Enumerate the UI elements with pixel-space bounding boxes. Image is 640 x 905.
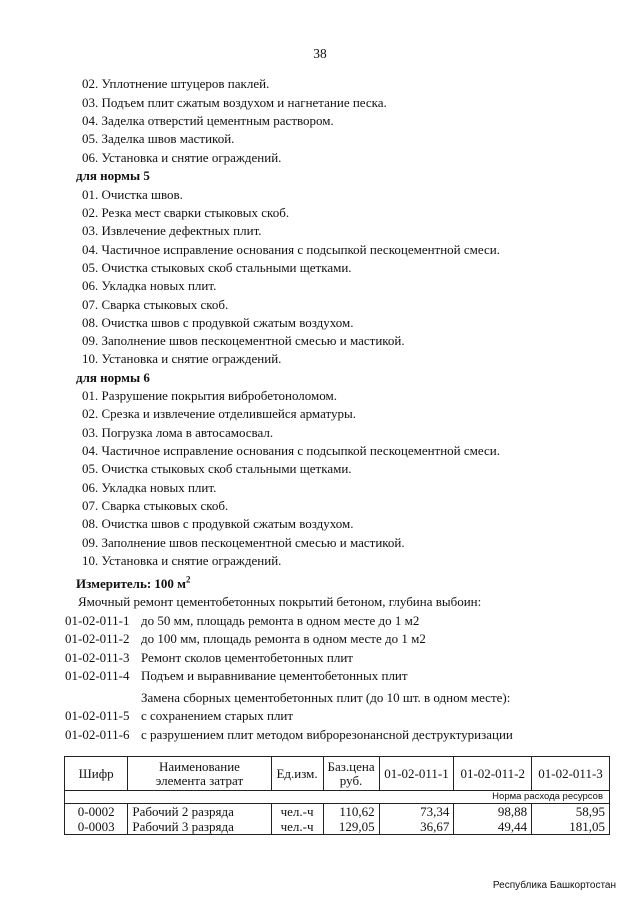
list-item: 04. Частичное исправление основания с подсыпкой пескоцементной смеси.	[82, 242, 500, 257]
norm-code: 01-02-011-5	[65, 708, 130, 723]
list-item: 08. Очистка швов с продувкой сжатым воздухом.	[82, 315, 354, 330]
cell-norm-1: 73,34	[379, 804, 454, 820]
measure-unit	[76, 576, 191, 592]
table-header-row	[65, 757, 610, 791]
list-item: 03. Погрузка лома в автосамосвал.	[82, 425, 274, 440]
norm-code: 01-02-011-6	[65, 727, 130, 742]
list-item: 10. Установка и снятие ограждений.	[82, 351, 282, 366]
list-item: 08. Очистка швов с продувкой сжатым воздухом.	[82, 516, 354, 531]
section-heading-norm6: для нормы 6	[76, 370, 150, 385]
cell-norm-1: 36,67	[379, 819, 454, 835]
norm-code: 01-02-011-4	[65, 668, 130, 683]
header-code: Шифр	[65, 757, 128, 791]
norm-code: 01-02-011-3	[65, 650, 130, 665]
norm-description: Ремонт сколов цементобетонных плит	[141, 650, 353, 665]
norm-description: до 100 мм, площадь ремонта в одном месте до 1 м2	[141, 631, 426, 646]
list-item: 03. Подъем плит сжатым воздухом и нагнетание песка.	[82, 95, 387, 110]
list-item: 01. Очистка швов.	[82, 187, 183, 202]
header-norm-1: 01-02-011-1	[379, 757, 454, 791]
header-name: Наименование элемента затрат	[128, 757, 271, 791]
norm-code: 01-02-011-2	[65, 631, 130, 646]
cell-name: Рабочий 3 разряда	[128, 819, 271, 835]
header-price: Баз.цена руб.	[323, 757, 379, 791]
header-norm-2: 01-02-011-2	[454, 757, 532, 791]
list-item: 04. Заделка отверстий цементным раствором.	[82, 113, 334, 128]
table-row	[65, 819, 610, 835]
header-unit: Ед.изм.	[271, 757, 323, 791]
list-item: 07. Сварка стыковых скоб.	[82, 297, 229, 312]
list-item: 02. Срезка и извлечение отделившейся арматуры.	[82, 406, 356, 421]
table-subheader: Норма расхода ресурсов	[65, 791, 610, 804]
list-item: 03. Извлечение дефектных плит.	[82, 223, 262, 238]
footer-region: Республика Башкортостан	[492, 880, 616, 891]
list-item: 09. Заполнение швов пескоцементной смесью и мастикой.	[82, 535, 405, 550]
norm-description: до 50 мм, площадь ремонта в одном месте до 1 м2	[141, 613, 420, 628]
list-item: 02. Резка мест сварки стыковых скоб.	[82, 205, 290, 220]
list-item: 01. Разрушение покрытия вибробетоноломом.	[82, 388, 337, 403]
list-item: 02. Уплотнение штуцеров паклей.	[82, 76, 270, 91]
cell-name: Рабочий 2 разряда	[128, 804, 271, 820]
cell-norm-3: 181,05	[532, 819, 610, 835]
measure-label: Измеритель: 100 м	[76, 576, 187, 591]
table-subheader-row	[65, 791, 610, 804]
resources-table	[64, 756, 610, 835]
cell-code: 0-0002	[65, 804, 128, 820]
header-norm-3: 01-02-011-3	[532, 757, 610, 791]
work-title: Ямочный ремонт цементобетонных покрытий бетоном, глубина выбоин:	[78, 594, 482, 609]
section-heading-norm5: для нормы 5	[76, 168, 150, 183]
list-item: 06. Установка и снятие ограждений.	[82, 150, 282, 165]
norm-description: с сохранением старых плит	[141, 708, 294, 723]
list-item: 05. Заделка швов мастикой.	[82, 131, 235, 146]
list-item: 06. Укладка новых плит.	[82, 480, 217, 495]
list-item: 04. Частичное исправление основания с подсыпкой пескоцементной смеси.	[82, 443, 500, 458]
page-number: 38	[313, 46, 327, 61]
table-row	[65, 804, 610, 820]
list-item: 09. Заполнение швов пескоцементной смесью и мастикой.	[82, 333, 405, 348]
cell-norm-2: 49,44	[454, 819, 532, 835]
cell-price: 129,05	[323, 819, 379, 835]
list-item: 07. Сварка стыковых скоб.	[82, 498, 229, 513]
group-note: Замена сборных цементобетонных плит (до 10 шт. в одном месте):	[141, 690, 511, 705]
cell-unit: чел.-ч	[271, 819, 323, 835]
measure-superscript: 2	[186, 574, 191, 585]
list-item: 06. Укладка новых плит.	[82, 278, 217, 293]
norm-code: 01-02-011-1	[65, 613, 130, 628]
cell-norm-2: 98,88	[454, 804, 532, 820]
norm-description: Подъем и выравнивание цементобетонных плит	[141, 668, 408, 683]
norm-description: с разрушением плит методом виброрезонансной деструктуризации	[141, 727, 513, 742]
cell-price: 110,62	[323, 804, 379, 820]
list-item: 05. Очистка стыковых скоб стальными щетками.	[82, 260, 352, 275]
cell-code: 0-0003	[65, 819, 128, 835]
cell-norm-3: 58,95	[532, 804, 610, 820]
list-item: 05. Очистка стыковых скоб стальными щетками.	[82, 461, 352, 476]
cell-unit: чел.-ч	[271, 804, 323, 820]
list-item: 10. Установка и снятие ограждений.	[82, 553, 282, 568]
